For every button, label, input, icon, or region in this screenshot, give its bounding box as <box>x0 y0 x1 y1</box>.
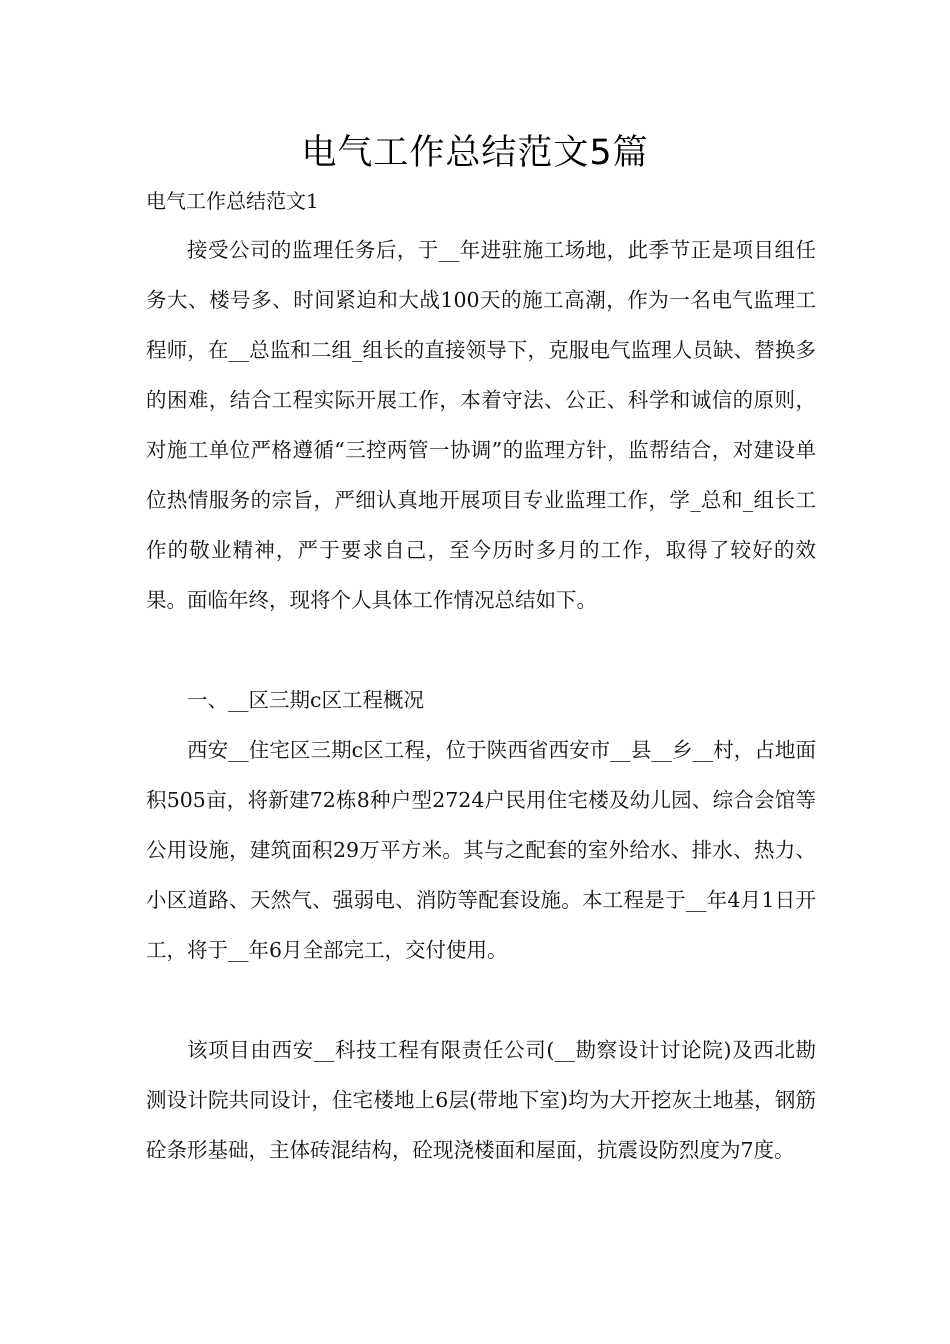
section-heading: 电气工作总结范文1 <box>146 189 319 213</box>
subheading-project-overview: 一、__区三期c区工程概况 <box>187 688 424 712</box>
paragraph-design-details: 该项目由西安__科技工程有限责任公司(__勘察设计讨论院)及西北勘测设计院共同设计，住宅楼地上6层(带地下室)均为大开挖灰土地基，钢筋砼条形基础，主体砖混结构，砼现浇楼面和屋面，抗震设防烈度为7度。 <box>146 1038 816 1162</box>
document-title: 电气工作总结范文5篇 <box>301 133 649 173</box>
paragraph-intro: 接受公司的监理任务后，于__年进驻施工场地，此季节正是项目组任务大、楼号多、时间紧迫和大战100天的施工高潮，作为一名电气监理工程师，在__总监和二组_组长的直接领导下，克服电气监理人员缺、替换多的困难，结合工程实际开展工作，本着守法、公正、科学和诚信的原则，对施工单位严格遵循“三控两管一协调”的监理方针，监帮结合，对建设单位热情服务的宗旨，严细认真地开展项目专业监理工作，学_总和_组长工作的敬业精神，严于要求自己，至今历时多月的工作，取得了较好的效果。面临年终，现将个人具体工作情况总结如下。 <box>146 238 816 612</box>
paragraph-project-overview: 西安__住宅区三期c区工程，位于陕西省西安市__县__乡__村，占地面积505亩，将新建72栋8种户型2724户民用住宅楼及幼儿园、综合会馆等公用设施，建筑面积29万平方米。其与之配套的室外给水、排水、热力、小区道路、天然气、强弱电、消防等配套设施。本工程是于__年4月1日开工，将于__年6月全部完工，交付使用。 <box>146 738 816 962</box>
